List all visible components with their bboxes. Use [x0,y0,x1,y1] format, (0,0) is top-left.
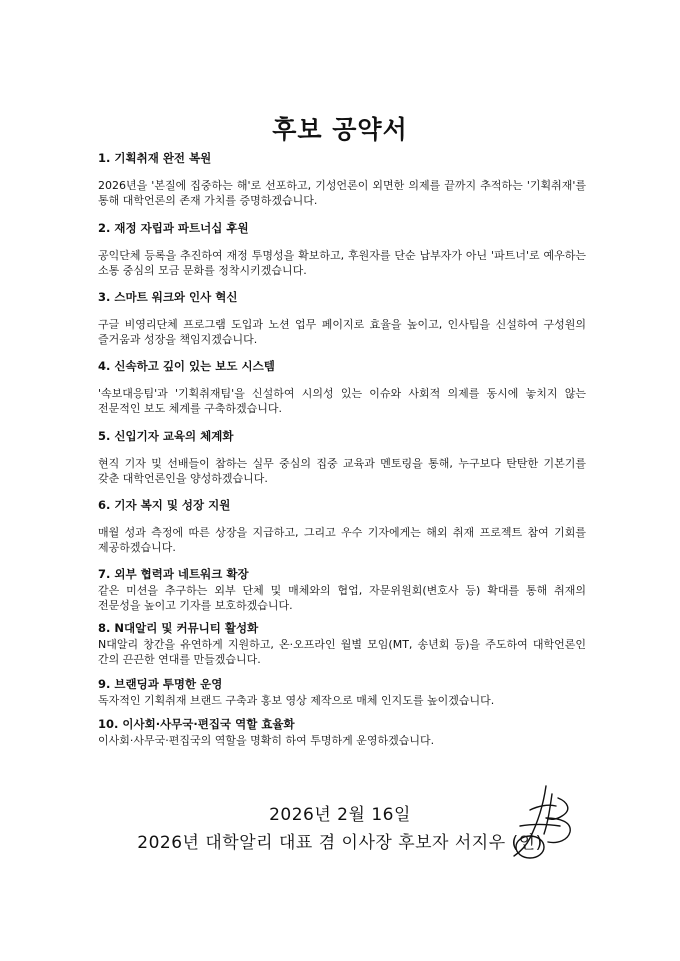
pledge-section-4 [98,358,586,416]
pledge-heading: 8. N대알리 및 커뮤니티 활성화 [98,621,259,635]
candidate-signature-line: 2026년 대학알리 대표 겸 이사장 후보자 서지우 (인) [137,833,543,853]
pledge-heading: 10. 이사회·사무국·편집국 역할 효율화 [98,717,295,731]
pledge-section-2 [98,220,586,278]
pledge-body: '속보대응팀'과 '기획취재팀'을 신설하여 시의성 있는 이슈와 사회적 의제를 동시에 놓치지 않는 전문적인 보도 체계를 구축하겠습니다. [98,387,586,415]
pledge-body: 현직 기자 및 선배들이 참하는 실무 중심의 집중 교육과 멘토링을 통해, 누구보다 탄탄한 기본기를 갖춘 대학언론인을 양성하겠습니다. [98,457,586,485]
pledge-heading: 4. 신속하고 깊이 있는 보도 시스템 [98,359,275,373]
pledge-heading: 7. 외부 협력과 네트워크 확장 [98,567,249,581]
pledge-body: 매월 성과 측정에 따른 상장을 지급하고, 그리고 우수 기자에게는 해외 취재 프로젝트 참여 기회를 제공하겠습니다. [98,526,586,554]
handwritten-signature [500,780,590,860]
pledge-body: 구글 비영리단체 프로그램 도입과 노션 업무 페이지로 효율을 높이고, 인사팀을 신설하여 구성원의 즐거움과 성장을 책임지겠습니다. [98,318,586,346]
pledge-section-9 [98,676,586,708]
pledge-body: 독자적인 기획취재 브랜드 구축과 홍보 영상 제작으로 매체 인지도를 높이겠습니다. [98,694,495,707]
pledge-body: 공익단체 등록을 추진하여 재정 투명성을 확보하고, 후원자를 단순 납부자가 아닌 '파트너'로 예우하는 소통 중심의 모금 문화를 정착시키겠습니다. [98,249,586,277]
pledge-body: 이사회·사무국·편집국의 역할을 명확히 하여 투명하게 운영하겠습니다. [98,734,435,747]
pledge-heading: 6. 기자 복지 및 성장 지원 [98,498,231,512]
pledge-section-1 [98,150,586,208]
pledge-body: 같은 미션을 추구하는 외부 단체 및 매체와의 협업, 자문위원회(변호사 등) 확대를 통해 취재의 전문성을 높이고 기자를 보호하겠습니다. [98,584,586,612]
pledge-section-6 [98,497,586,555]
pledge-heading: 5. 신입기자 교육의 체계화 [98,429,234,443]
pledge-heading: 9. 브랜딩과 투명한 운영 [98,677,223,691]
pledge-heading: 3. 스마트 워크와 인사 혁신 [98,290,238,304]
pledge-section-3 [98,289,586,347]
pledge-section-7 [98,566,586,613]
pledge-heading: 2. 재정 자립과 파트너십 후원 [98,221,249,235]
pledge-section-5 [98,428,586,486]
pledge-section-8 [98,620,586,667]
document-title: 후보 공약서 [272,115,408,144]
pledge-body: 2026년을 '본질에 집중하는 해'로 선포하고, 기성언론이 외면한 의제를 끝까지 추적하는 '기획취재'를 통해 대학언론의 존재 가치를 증명하겠습니다. [98,179,586,207]
pledge-section-10 [98,716,586,748]
document-date: 2026년 2월 16일 [269,805,411,825]
pledge-heading: 1. 기획취재 완전 복원 [98,151,212,165]
pledge-body: N대알리 창간을 유연하게 지원하고, 온·오프라인 월별 모임(MT, 송년회 등)을 주도하여 대학언론인 간의 끈끈한 연대를 만들겠습니다. [98,638,586,666]
